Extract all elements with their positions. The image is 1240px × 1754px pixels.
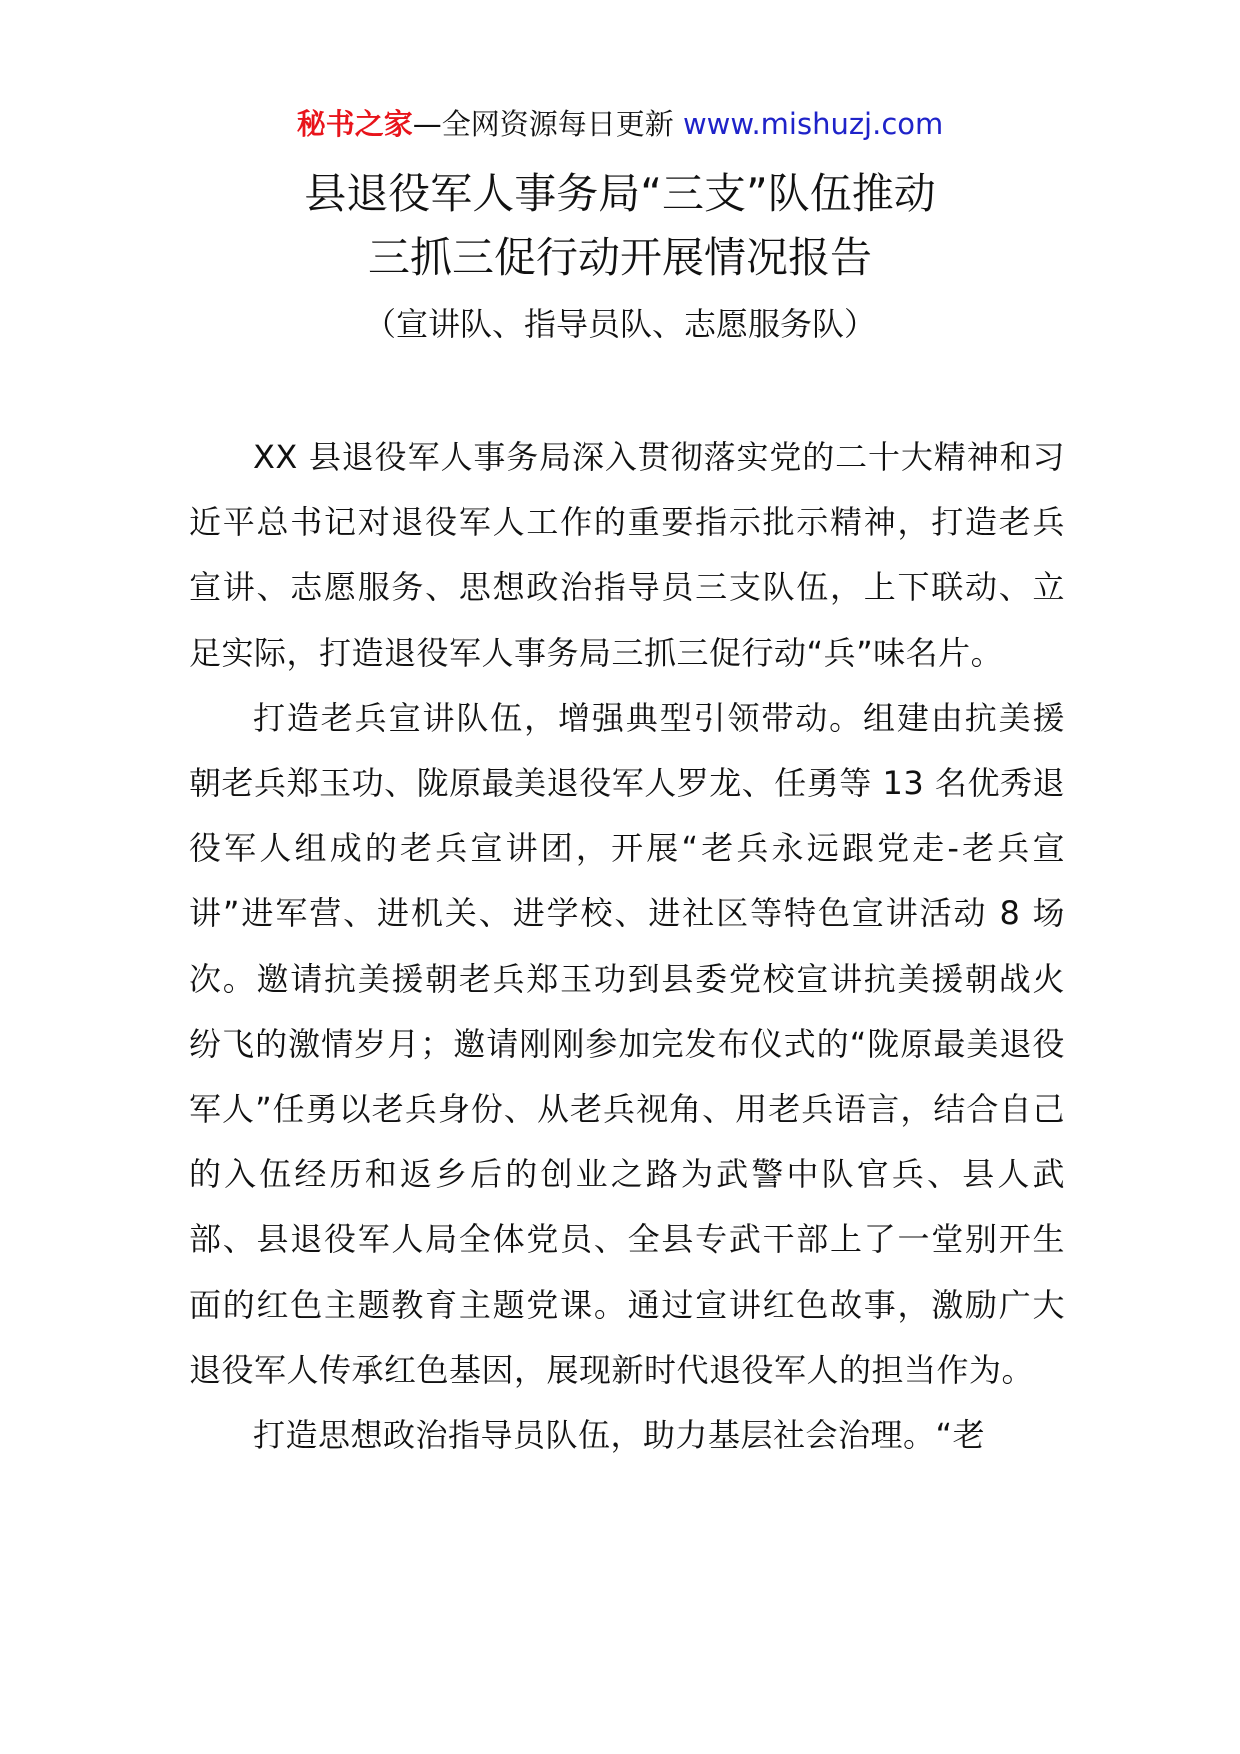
brand-name: 秘书之家 <box>296 107 413 141</box>
paragraph-political-instructor: 打造思想政治指导员队伍，助力基层社会治理。“老 <box>253 1416 986 1455</box>
document-title-line-2: 三抓三促行动开展情况报告 <box>367 233 872 282</box>
site-url-link[interactable]: www.mishuzj.com <box>682 107 944 141</box>
paragraph-veteran-lecture: 打造老兵宣讲队伍，增强典型引领带动。组建由抗美援朝老兵郑玉功、陇原最美退役军人罗龙、任勇等 13 名优秀退役军人组成的老兵宣讲团，开展“老兵永远跟党走-老兵宣讲”进军营、进机关、进学校、进社区等特色宣讲活动 8 场次。邀请抗美援朝老兵郑玉功到县委党校宣讲抗美援朝战火纷飞的激情岁月；邀请刚刚参加完发布仪式的“陇原最美退役军人”任勇以老兵身份、从老兵视角、用老兵语言，结合自己的入伍经历和返乡后的创业之路为武警中队官兵、县人武部、县退役军人局全体党员、全县专武干部上了一堂别开生面的红色主题教育主题党课。通过宣讲红色故事，激励广大退役军人传承红色基因，展现新时代退役军人的担当作为。 <box>189 698 1065 1389</box>
document-title-line-1: 县退役军人事务局“三支”队伍推动 <box>304 169 936 218</box>
header-tagline: —全网资源每日更新 <box>412 107 683 141</box>
document-body <box>189 425 1065 1468</box>
site-header <box>0 104 1240 144</box>
paragraph-intro: XX 县退役军人事务局深入贯彻落实党的二十大精神和习近平总书记对退役军人工作的重要指示批示精神，打造老兵宣讲、志愿服务、思想政治指导员三支队伍，上下联动、立足实际，打造退役军人事务局三抓三促行动“兵”味名片。 <box>189 438 1065 672</box>
document-subtitle: （宣讲队、指导员队、志愿服务队） <box>363 305 876 343</box>
